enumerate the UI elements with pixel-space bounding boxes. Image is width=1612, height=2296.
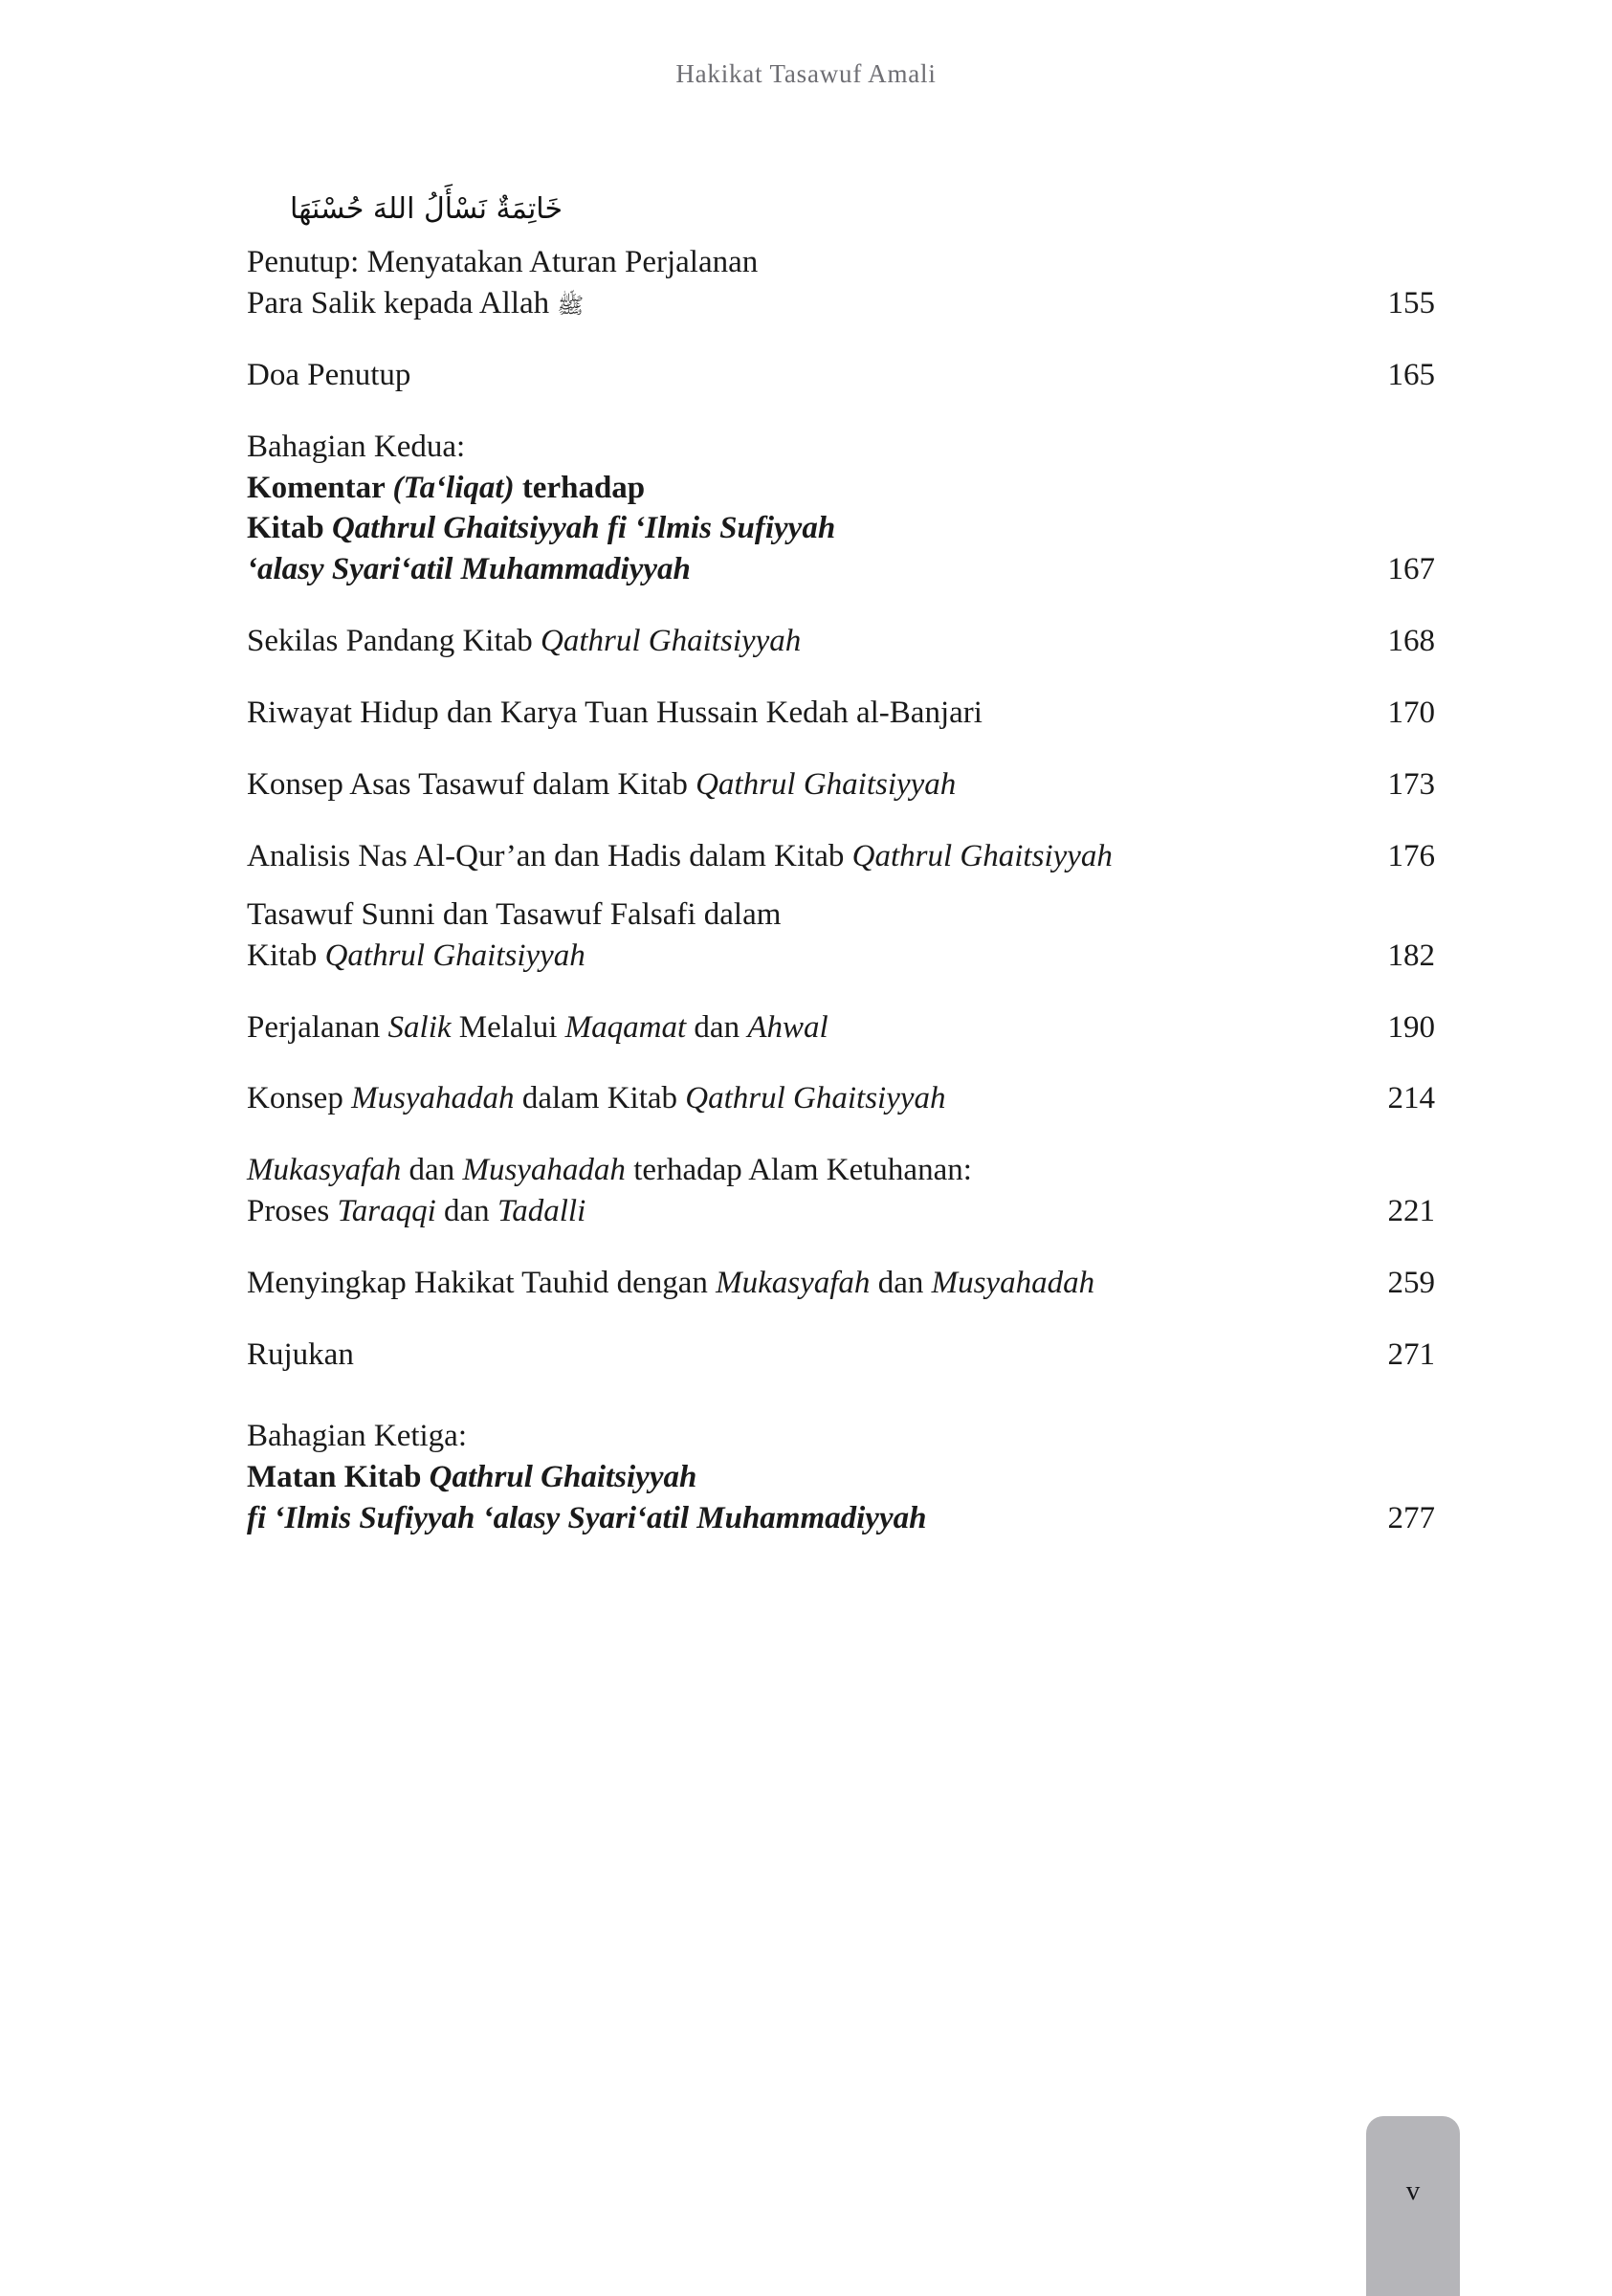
subhanahu-wa-taala-icon: ﷺ <box>557 293 585 319</box>
toc-entry-text-italic: Ahwal <box>747 1009 828 1045</box>
toc-entry-line: fi ‘Ilmis Sufiyyah ‘alasy Syari‘atil Muhammadiyyah <box>247 1500 927 1535</box>
toc-entry-text-italic: Musyahadah <box>351 1081 515 1116</box>
toc-entry-menyingkap-hakikat-tauhid[interactable] <box>247 1263 1435 1304</box>
toc-entry-text-italic: Qathrul Ghaitsiyyah <box>324 938 585 973</box>
page-marker-label: v <box>1405 2175 1421 2206</box>
toc-entry-line: ‘alasy Syari‘atil Muhammadiyyah <box>247 552 691 587</box>
toc-entry-label <box>247 693 1320 734</box>
toc-entry-label <box>247 242 1320 324</box>
toc-entry-text: dalam Kitab <box>514 1081 686 1116</box>
toc-entry-line <box>247 283 1320 324</box>
toc-entry-label <box>247 1150 1320 1232</box>
toc-entry-text: dan <box>435 1194 497 1229</box>
toc-page-number: 168 <box>1387 624 1435 659</box>
toc-entry-text-italic: Salik <box>387 1009 452 1045</box>
toc-entry-label <box>247 1007 1320 1049</box>
toc-entry-rujukan[interactable] <box>247 1335 1435 1376</box>
arabic-heading: خَاتِمَةٌ نَسْأَلُ اللهَ حُسْنَهَا <box>290 192 563 226</box>
toc-page-number: 170 <box>1387 695 1435 731</box>
toc-entry-line <box>247 836 1320 877</box>
toc-page-number: 155 <box>1387 285 1435 320</box>
toc-entry-label <box>247 1263 1320 1304</box>
toc-page-number: 176 <box>1387 838 1435 873</box>
toc-entry-text-italic: Tadalli <box>497 1194 586 1229</box>
toc-entry-text-italic: Mukasyafah <box>247 1153 402 1188</box>
toc-entry-text-italic: Maqamat <box>564 1009 687 1045</box>
toc-entry-text-italic: Qathrul Ghaitsiyyah <box>429 1459 697 1494</box>
toc-page-number: 182 <box>1387 938 1435 973</box>
toc-entry-line <box>247 1078 1320 1119</box>
toc-entry-label <box>247 764 1320 806</box>
toc-page-number: 165 <box>1387 357 1435 392</box>
toc-entry-line <box>247 468 1320 509</box>
toc-entry-label <box>247 427 1320 591</box>
toc-entry-line <box>247 1191 1320 1232</box>
toc-entry-text: Kitab <box>247 938 325 973</box>
toc-entry-line: Bahagian Ketiga: <box>247 1418 468 1453</box>
toc-entry-text: dan <box>870 1266 932 1301</box>
toc-entry-text: Melalui <box>451 1009 565 1045</box>
toc-entry-analisis-nas[interactable] <box>247 836 1435 877</box>
toc-entry-text: Matan Kitab <box>247 1459 430 1494</box>
toc-entry-line <box>247 1457 1320 1498</box>
toc-entry-line: Tasawuf Sunni dan Tasawuf Falsafi dalam <box>247 896 782 932</box>
toc-entry-konsep-asas-tasawuf[interactable] <box>247 764 1435 806</box>
toc-entry-bahagian-ketiga[interactable] <box>247 1416 1435 1539</box>
toc-entry-text-italic: Qathrul Ghaitsiyyah <box>541 624 802 659</box>
toc-entry-text: Perjalanan <box>247 1009 388 1045</box>
toc-entry-line: Doa Penutup <box>247 357 411 392</box>
toc-entry-mukasyafah-alam-ketuhanan[interactable] <box>247 1150 1435 1232</box>
toc-page-number: 259 <box>1387 1266 1435 1301</box>
toc-page-number: 167 <box>1387 552 1435 587</box>
toc-entry-text-italic: Qathrul Ghaitsiyyah <box>696 767 957 803</box>
toc-entry-label <box>247 621 1320 662</box>
toc-entry-line: Rujukan <box>247 1337 354 1373</box>
toc-page-number: 190 <box>1387 1009 1435 1045</box>
toc-entry-label <box>247 836 1320 877</box>
toc-entry-bahagian-kedua[interactable] <box>247 427 1435 591</box>
toc-entry-label <box>247 894 1320 977</box>
toc-entry-text-italic: Qathrul Ghaitsiyyah <box>685 1081 946 1116</box>
toc-page-number: 221 <box>1387 1194 1435 1229</box>
toc-entry-line <box>247 621 1320 662</box>
toc-entry-text-italic: Qathrul Ghaitsiyyah fi ‘Ilmis Sufiyyah <box>331 511 836 546</box>
toc-entry-line <box>247 508 1320 549</box>
toc-entry-text: dan <box>401 1153 463 1188</box>
toc-page-number: 173 <box>1387 767 1435 803</box>
toc-entry-text-italic: (Ta‘liqat) <box>392 470 515 505</box>
running-header-title: Hakikat Tasawuf Amali <box>675 59 937 88</box>
toc-entry-line: Penutup: Menyatakan Aturan Perjalanan <box>247 245 759 279</box>
toc-entry-text: terhadap <box>514 470 646 505</box>
toc-entry-text-italic: Musyahadah <box>462 1153 626 1188</box>
table-of-contents <box>247 188 1435 1562</box>
toc-entry-text-italic: Taraqqi <box>337 1194 436 1229</box>
toc-entry-text-italic: Musyahadah <box>931 1266 1095 1301</box>
toc-entry-line <box>247 1007 1320 1049</box>
toc-entry-text-italic: Mukasyafah <box>716 1266 871 1301</box>
toc-entry-sekilas-pandang[interactable] <box>247 621 1435 662</box>
toc-entry-tasawuf-sunni[interactable] <box>247 894 1435 977</box>
toc-entry-label <box>247 355 1320 396</box>
toc-entry-label <box>247 1416 1320 1539</box>
toc-entry-line <box>247 1263 1320 1304</box>
toc-page-number: 277 <box>1387 1500 1435 1535</box>
toc-entry-line: Riwayat Hidup dan Karya Tuan Hussain Kedah al-Banjari <box>247 695 983 731</box>
toc-entry-line <box>247 1150 1320 1191</box>
toc-entry-text: Sekilas Pandang Kitab <box>247 624 541 659</box>
toc-entry-text-italic: Qathrul Ghaitsiyyah <box>851 838 1113 873</box>
toc-entry-text: Proses <box>247 1194 338 1229</box>
toc-entry-text: Para Salik kepada Allah <box>247 285 558 320</box>
toc-page-number: 271 <box>1387 1337 1435 1373</box>
toc-entry-line <box>247 936 1320 977</box>
toc-entry-text: Analisis Nas Al-Qur’an dan Hadis dalam Kitab <box>247 838 852 873</box>
toc-entry-text: Komentar <box>247 470 393 505</box>
toc-entry-penutup[interactable] <box>247 242 1435 324</box>
toc-page-number: 214 <box>1387 1081 1435 1116</box>
toc-entry-doa-penutup[interactable] <box>247 355 1435 396</box>
toc-entry-text: Menyingkap Hakikat Tauhid dengan <box>247 1266 717 1301</box>
toc-entry-text: Kitab <box>247 511 332 546</box>
toc-entry-line <box>247 764 1320 806</box>
toc-entry-riwayat-hidup[interactable] <box>247 693 1435 734</box>
page-marker-tab <box>1366 2116 1460 2296</box>
toc-entry-text: Konsep <box>247 1081 352 1116</box>
toc-entry-line: Bahagian Kedua: <box>247 429 466 464</box>
toc-entry-text: terhadap Alam Ketuhanan: <box>625 1153 972 1188</box>
toc-entry-text: dan <box>686 1009 748 1045</box>
toc-entry-konsep-musyahadah[interactable] <box>247 1078 1435 1119</box>
toc-entry-label <box>247 1078 1320 1119</box>
toc-entry-label <box>247 1335 1320 1376</box>
toc-entry-text: Konsep Asas Tasawuf dalam Kitab <box>247 767 696 803</box>
toc-entry-perjalanan-salik[interactable] <box>247 1007 1435 1049</box>
